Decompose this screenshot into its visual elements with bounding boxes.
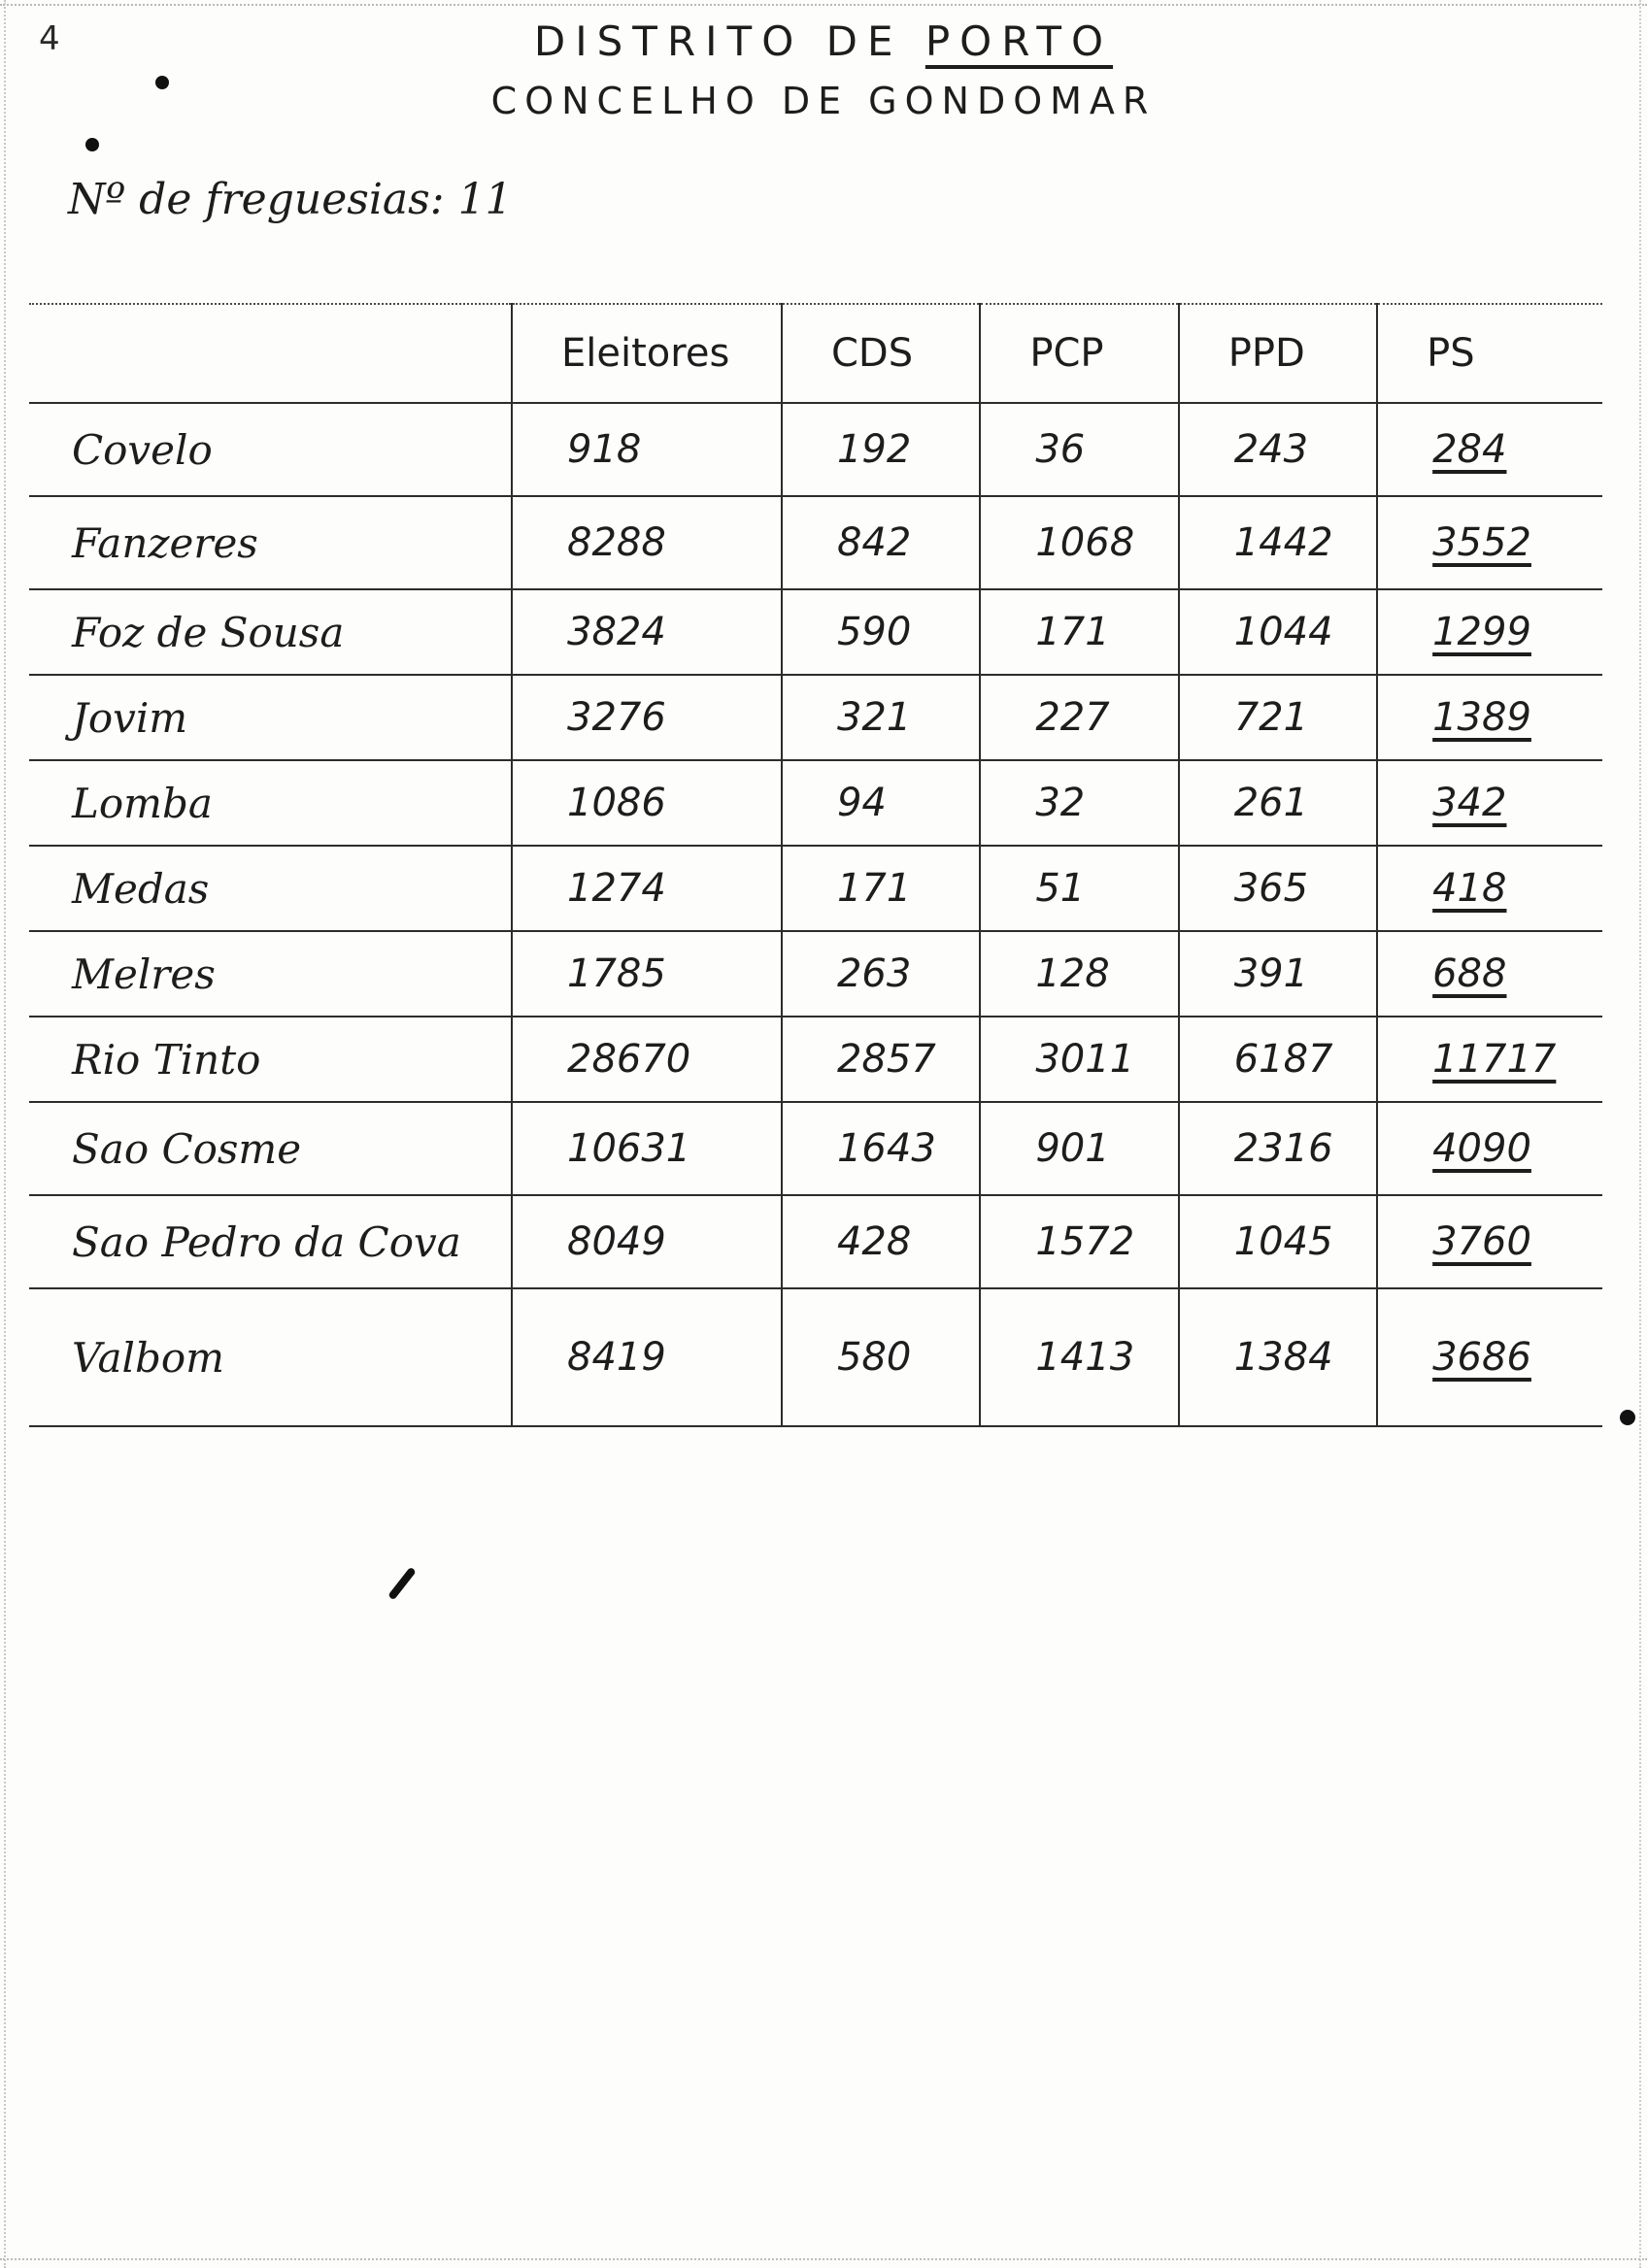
table-row <box>29 675 1602 760</box>
pcp-value: 1572 <box>980 1195 1178 1288</box>
table-row <box>29 931 1602 1017</box>
header-cell-ps: PS <box>1377 304 1602 403</box>
table-row <box>29 1288 1602 1426</box>
ps-value <box>1377 589 1602 675</box>
page-left-edge <box>4 0 6 2268</box>
pcp-value: 227 <box>980 675 1178 760</box>
ps-value-text: 11717 <box>1432 1037 1557 1082</box>
eleitores-value: 8288 <box>512 496 782 589</box>
parish-name: Sao Pedro da Cova <box>29 1195 512 1288</box>
ppd-value: 1044 <box>1179 589 1377 675</box>
district-heading <box>0 17 1647 65</box>
ps-value <box>1377 1102 1602 1195</box>
parish-name: Fanzeres <box>29 496 512 589</box>
ps-value <box>1377 1017 1602 1102</box>
ps-value-text: 3552 <box>1432 520 1531 565</box>
eleitores-value: 8419 <box>512 1288 782 1426</box>
page-right-edge <box>1639 0 1641 2268</box>
cds-value: 842 <box>782 496 980 589</box>
table-row <box>29 1195 1602 1288</box>
eleitores-value: 1086 <box>512 760 782 846</box>
ps-value-text: 342 <box>1432 781 1507 825</box>
table-row <box>29 760 1602 846</box>
cds-value: 580 <box>782 1288 980 1426</box>
ps-value <box>1377 760 1602 846</box>
ps-value-text: 1299 <box>1432 610 1531 654</box>
eleitores-value: 918 <box>512 403 782 496</box>
ps-value <box>1377 846 1602 931</box>
cds-value: 321 <box>782 675 980 760</box>
pcp-value: 1413 <box>980 1288 1178 1426</box>
results-table <box>29 303 1602 1427</box>
table-row <box>29 1017 1602 1102</box>
cds-value: 192 <box>782 403 980 496</box>
ps-value <box>1377 1288 1602 1426</box>
eleitores-value: 3824 <box>512 589 782 675</box>
parishes-count: 11 <box>457 175 513 224</box>
eleitores-value: 28670 <box>512 1017 782 1102</box>
pcp-value: 128 <box>980 931 1178 1017</box>
pcp-value: 1068 <box>980 496 1178 589</box>
parish-name: Melres <box>29 931 512 1017</box>
ppd-value: 261 <box>1179 760 1377 846</box>
ppd-value: 1045 <box>1179 1195 1377 1288</box>
ps-value-text: 1389 <box>1432 695 1531 740</box>
ps-value-text: 418 <box>1432 866 1507 911</box>
ps-value-text: 3760 <box>1432 1219 1531 1264</box>
ppd-value: 243 <box>1179 403 1377 496</box>
ps-value-text: 284 <box>1432 427 1507 472</box>
pcp-value: 36 <box>980 403 1178 496</box>
parish-name: Covelo <box>29 403 512 496</box>
ps-value <box>1377 675 1602 760</box>
ppd-value: 6187 <box>1179 1017 1377 1102</box>
eleitores-value: 1785 <box>512 931 782 1017</box>
header-cell-pcp: PCP <box>980 304 1178 403</box>
pcp-value: 51 <box>980 846 1178 931</box>
header-row <box>29 304 1602 403</box>
parishes-count-line <box>68 175 513 224</box>
cds-value: 1643 <box>782 1102 980 1195</box>
cds-value: 428 <box>782 1195 980 1288</box>
page-number: 4 <box>39 19 60 58</box>
header-cell-eleitores: Eleitores <box>512 304 782 403</box>
header-cell-cds: CDS <box>782 304 980 403</box>
ppd-value: 2316 <box>1179 1102 1377 1195</box>
council-heading: CONCELHO DE GONDOMAR <box>490 80 1157 122</box>
ps-value <box>1377 931 1602 1017</box>
pcp-value: 32 <box>980 760 1178 846</box>
ps-value <box>1377 403 1602 496</box>
parishes-label: Nº de freguesias: <box>68 175 445 224</box>
ps-value <box>1377 496 1602 589</box>
parish-name: Foz de Sousa <box>29 589 512 675</box>
parish-name: Medas <box>29 846 512 931</box>
cds-value: 2857 <box>782 1017 980 1102</box>
ps-value-text: 3686 <box>1432 1335 1531 1380</box>
eleitores-value: 3276 <box>512 675 782 760</box>
table-row <box>29 403 1602 496</box>
parish-name: Valbom <box>29 1288 512 1426</box>
ps-value-text: 688 <box>1432 951 1507 996</box>
district-label: DISTRITO DE <box>533 17 903 65</box>
eleitores-value: 10631 <box>512 1102 782 1195</box>
parish-name: Rio Tinto <box>29 1017 512 1102</box>
cds-value: 263 <box>782 931 980 1017</box>
ink-dot <box>1620 1410 1635 1425</box>
page-top-edge <box>0 4 1647 6</box>
ink-stroke <box>387 1567 417 1601</box>
ppd-value: 1442 <box>1179 496 1377 589</box>
cds-value: 171 <box>782 846 980 931</box>
header-cell-parish <box>29 304 512 403</box>
table-row <box>29 1102 1602 1195</box>
pcp-value: 171 <box>980 589 1178 675</box>
parish-name: Lomba <box>29 760 512 846</box>
ppd-value: 721 <box>1179 675 1377 760</box>
ink-dot <box>85 138 99 151</box>
ps-value-text: 4090 <box>1432 1126 1531 1171</box>
pcp-value: 901 <box>980 1102 1178 1195</box>
ppd-value: 365 <box>1179 846 1377 931</box>
page-bottom-edge <box>0 2258 1647 2260</box>
ink-dot <box>155 76 169 89</box>
ppd-value: 391 <box>1179 931 1377 1017</box>
parish-name: Sao Cosme <box>29 1102 512 1195</box>
table-row <box>29 846 1602 931</box>
pcp-value: 3011 <box>980 1017 1178 1102</box>
table-row <box>29 496 1602 589</box>
ppd-value: 1384 <box>1179 1288 1377 1426</box>
parish-name: Jovim <box>29 675 512 760</box>
eleitores-value: 8049 <box>512 1195 782 1288</box>
cds-value: 94 <box>782 760 980 846</box>
header-cell-ppd: PPD <box>1179 304 1377 403</box>
eleitores-value: 1274 <box>512 846 782 931</box>
cds-value: 590 <box>782 589 980 675</box>
table-row <box>29 589 1602 675</box>
ps-value <box>1377 1195 1602 1288</box>
district-name: PORTO <box>924 17 1114 65</box>
